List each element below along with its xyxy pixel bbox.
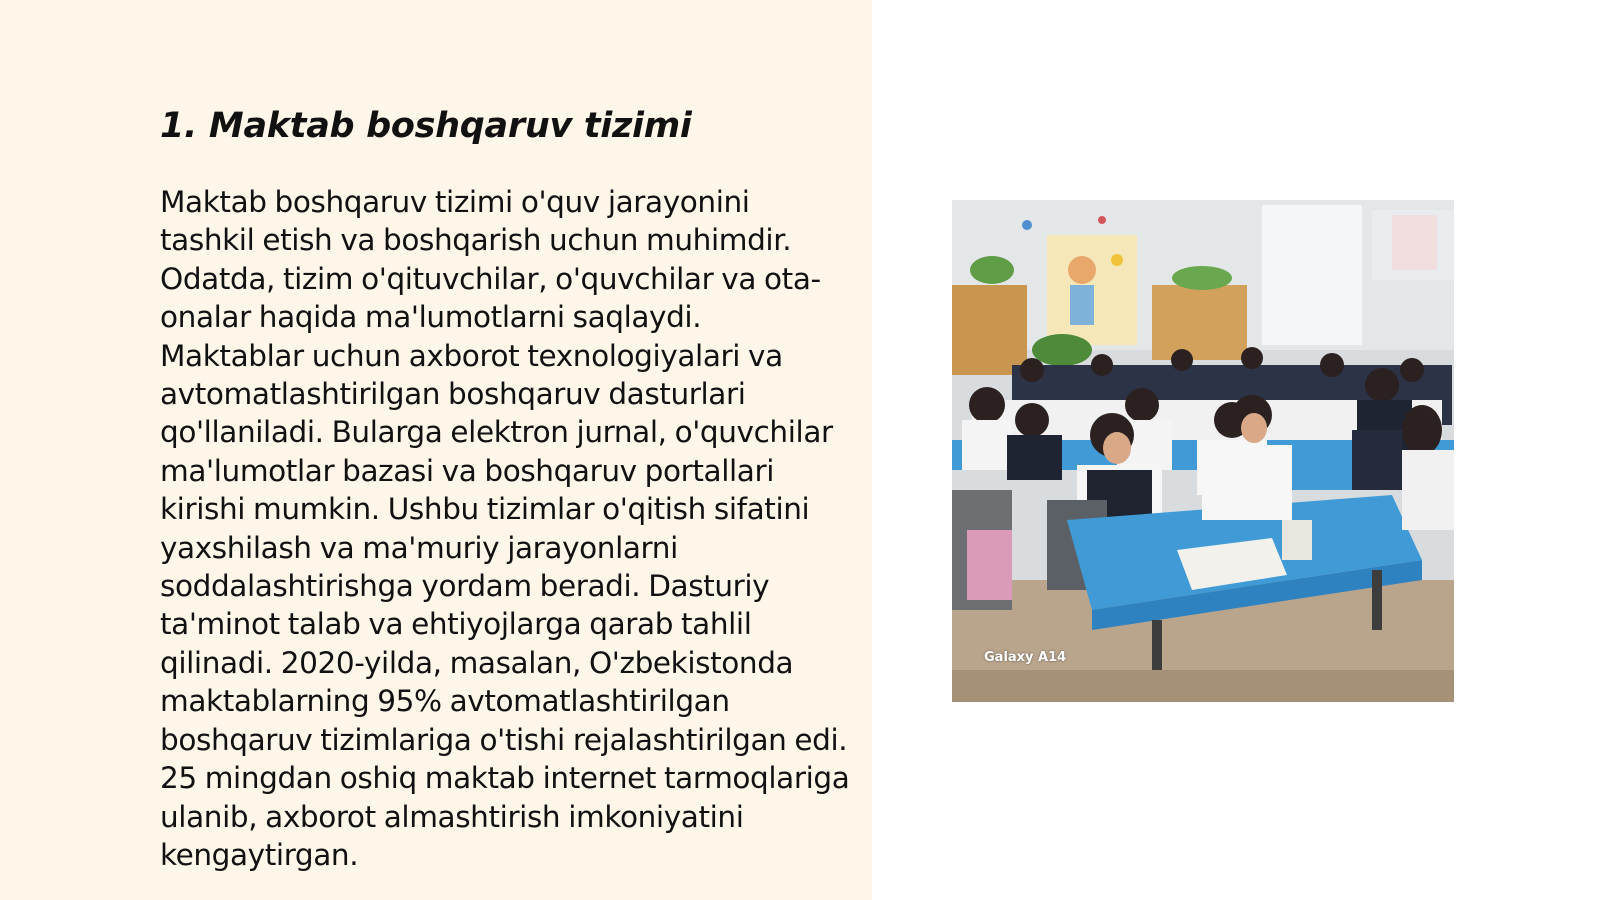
- photo-caption: Galaxy A14: [984, 650, 1067, 665]
- classroom-photo: [952, 200, 1454, 702]
- slide-title: 1. Maktab boshqaruv tizimi: [160, 106, 692, 146]
- classroom-photo-illustration: [952, 200, 1454, 702]
- slide-body-text: Maktab boshqaruv tizimi o'quv jarayonini tashkil etish va boshqarish uchun muhimdir. Odatda, tizim o'qituvchilar, o'quvchilar va ota-onalar haqida ma'lumotlarni saqlaydi. Maktablar uchun axborot texnologiyalari va avtomatlashtirilgan boshqaruv dasturlari qo'llaniladi. Bularga elektron jurnal, o'quvchilar ma'lumotlar bazasi va boshqaruv portallari kirishi mumkin. Ushbu tizimlar o'qitish sifatini yaxshilash va ma'muriy jarayonlarni soddalashtirishga yordam beradi. Dasturiy ta'minot talab va ehtiyojlarga qarab tahlil qilinadi. 2020-yilda, masalan, O'zbekistonda maktablarning 95% avtomatlashtirilgan boshqaruv tizimlariga o'tishi rejalashtirilgan edi. 25 mingdan oshiq maktab internet tarmoqlariga ulanib, axborot almashtirish imkoniyatini kengaytirgan.: [160, 185, 850, 872]
